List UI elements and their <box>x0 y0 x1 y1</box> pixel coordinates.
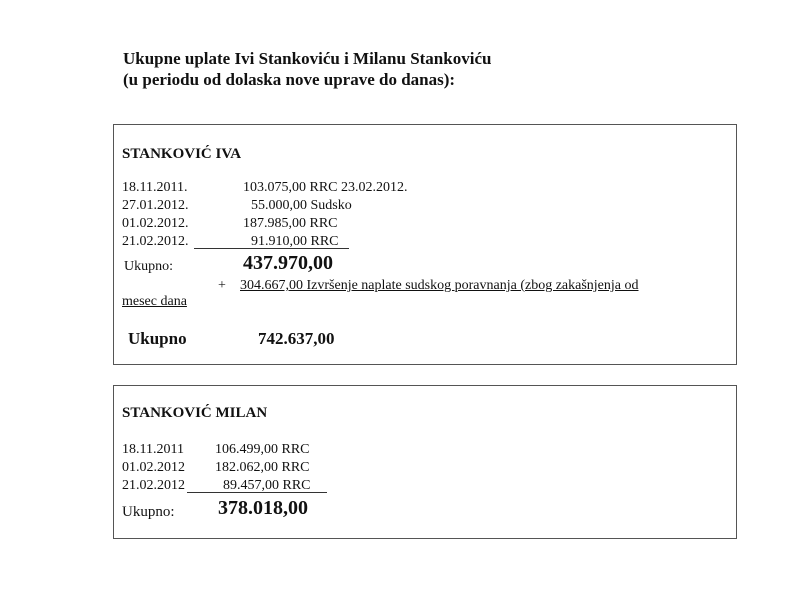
total-label-milan: Ukupno: <box>122 504 175 520</box>
extra-payment-line-continued: mesec dana <box>122 294 187 309</box>
row-date: 21.02.2012. <box>122 234 189 249</box>
row-date: 21.02.2012 <box>122 478 185 493</box>
subtotal-value: 437.970,00 <box>243 252 333 274</box>
row-date: 18.11.2011 <box>122 442 184 457</box>
row-amount: 106.499,00 RRC <box>215 442 310 457</box>
document-title-line2: (u periodu od dolaska nove uprave do danas): <box>123 70 456 89</box>
row-date: 01.02.2012 <box>122 460 185 475</box>
row-amount: 55.000,00 Sudsko <box>251 198 352 213</box>
row-amount: 187.985,00 RRC <box>243 216 338 231</box>
subtotal-label: Ukupno: <box>124 259 173 274</box>
row-amount: 91.910,00 RRC <box>251 234 339 249</box>
row-amount: 182.062,00 RRC <box>215 460 310 475</box>
sum-underline <box>194 248 349 249</box>
row-date: 01.02.2012. <box>122 216 189 231</box>
row-date: 27.01.2012. <box>122 198 189 213</box>
sum-underline <box>187 492 327 493</box>
row-date: 18.11.2011. <box>122 180 188 195</box>
total-value-milan: 378.018,00 <box>218 497 308 519</box>
plus-sign: + <box>218 278 226 293</box>
section-header-milan: STANKOVIĆ MILAN <box>122 405 268 421</box>
document-title-line1: Ukupne uplate Ivi Stankoviću i Milanu Stankoviću <box>123 49 492 68</box>
total-value-iva: 742.637,00 <box>258 329 335 348</box>
row-amount: 103.075,00 RRC 23.02.2012. <box>243 180 408 195</box>
row-amount: 89.457,00 RRC <box>223 478 311 493</box>
section-header-iva: STANKOVIĆ IVA <box>122 146 242 162</box>
extra-payment-line: 304.667,00 Izvršenje naplate sudskog poravnanja (zbog zakašnjenja od <box>240 278 639 293</box>
total-label-iva: Ukupno <box>128 329 187 348</box>
